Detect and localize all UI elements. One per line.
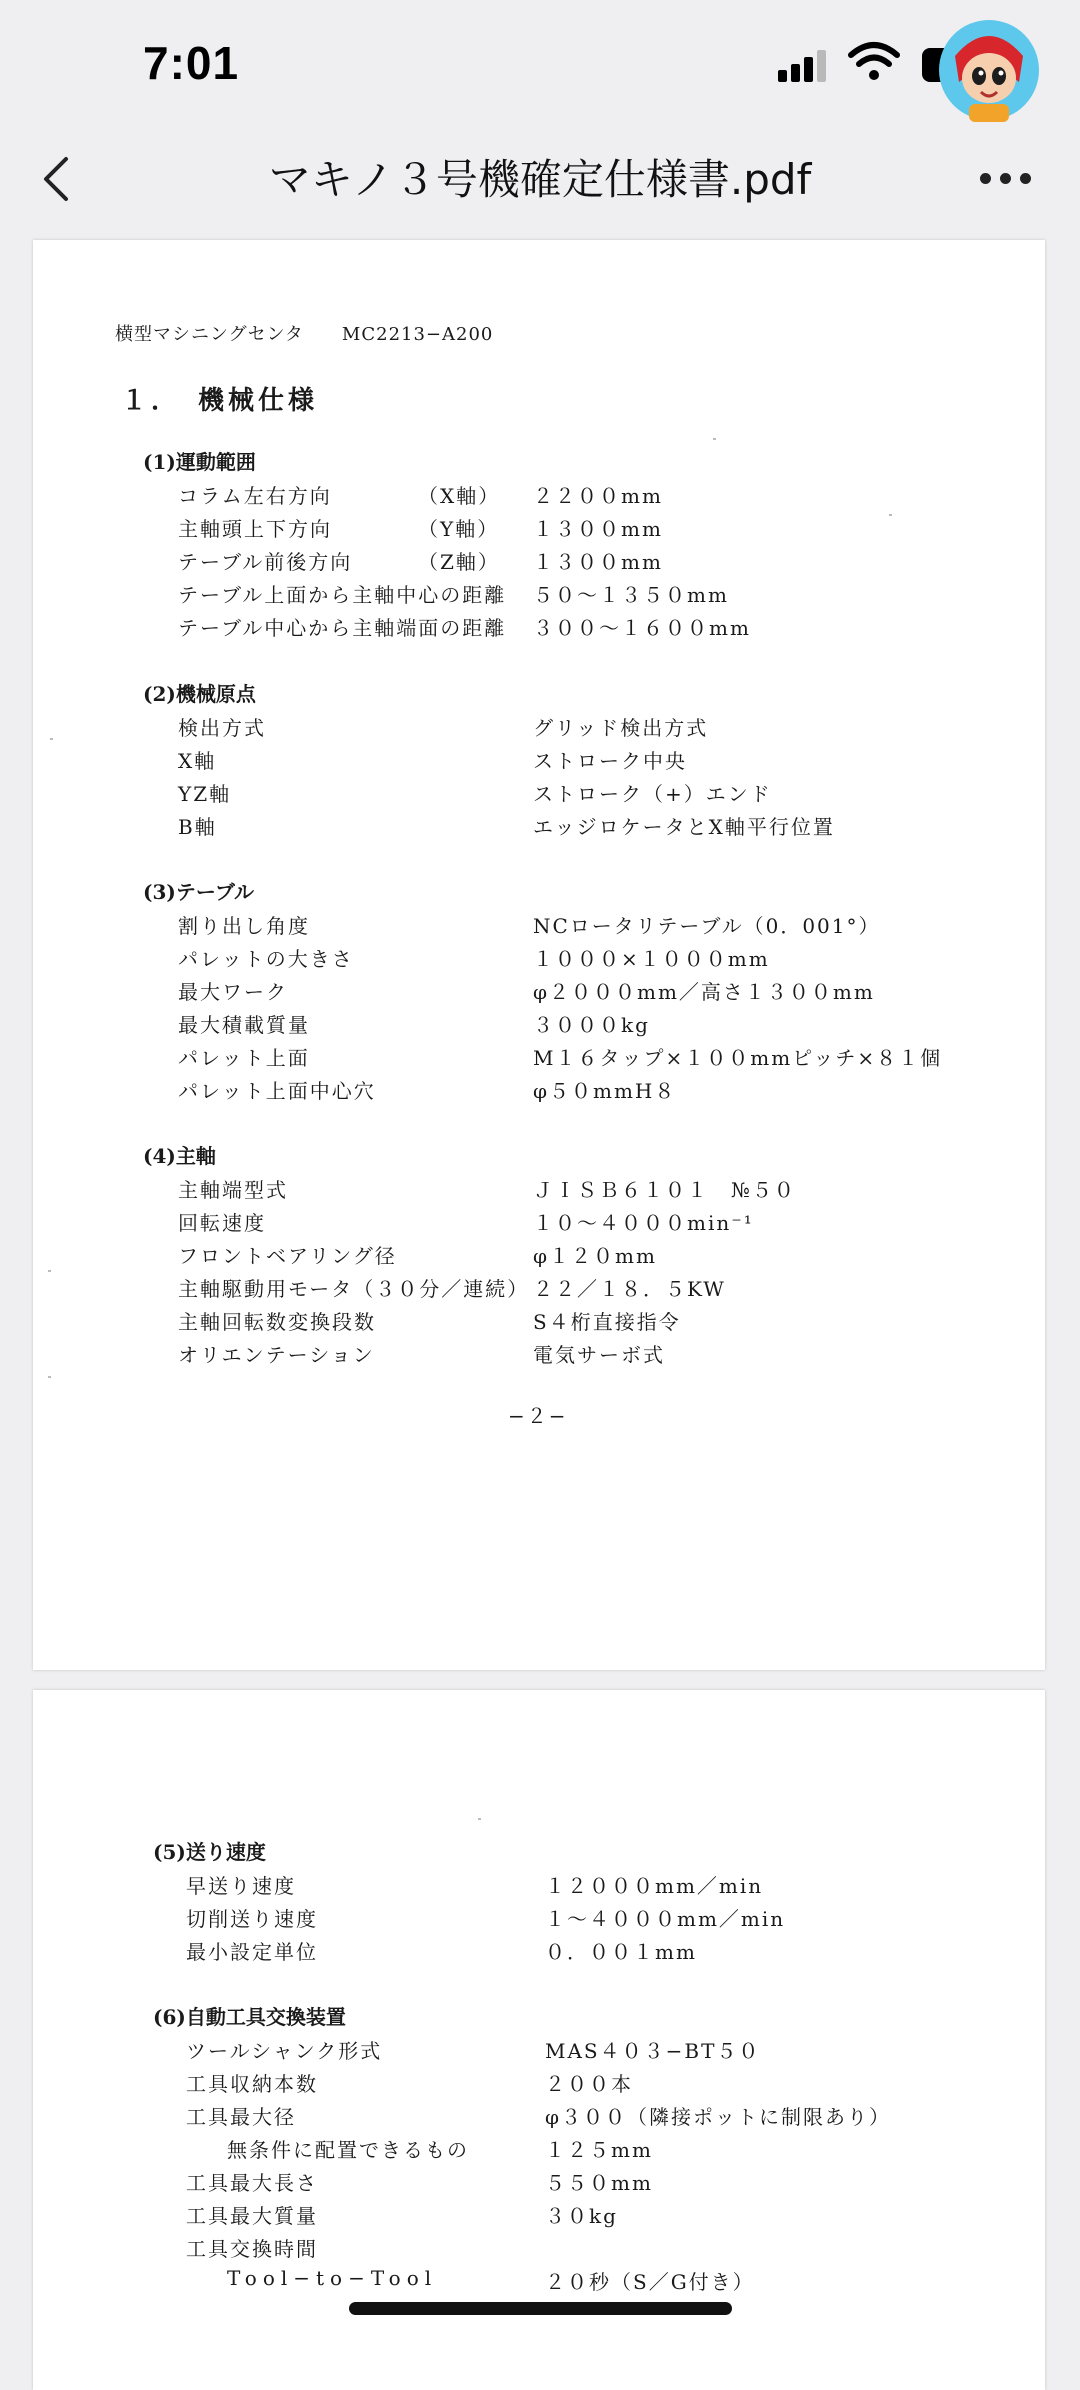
pdf-page-1 [33, 240, 1045, 1670]
spec-value: ５５０mm [545, 2171, 653, 2195]
spec-value: ３０kg [545, 2204, 618, 2228]
section-title: (1)運動範囲 [143, 450, 256, 474]
spec-value: １０〜４０００min⁻¹ [533, 1211, 754, 1235]
spec-value: ０．００１mm [545, 1940, 697, 1964]
home-indicator[interactable] [349, 2302, 732, 2315]
spec-value: ２００本 [545, 2072, 633, 2096]
section-title: (3)テーブル [143, 880, 255, 904]
spec-label: パレット上面中心穴 [178, 1079, 376, 1103]
spec-value: エッジロケータとX軸平行位置 [533, 815, 835, 839]
spec-label: B軸 [178, 815, 217, 839]
pdf-page-2 [33, 1690, 1045, 2390]
spec-label: 主軸回転数変換段数 [178, 1310, 376, 1334]
spec-label: テーブル前後方向 [178, 550, 353, 574]
spec-label: 割り出し角度 [178, 914, 310, 938]
spec-label: 早送り速度 [186, 1874, 296, 1898]
spec-label: 主軸頭上下方向 [178, 517, 332, 541]
document-title: マキノ３号機確定仕様書.pdf [268, 155, 812, 204]
section-title: (6)自動工具交換装置 [153, 2005, 346, 2029]
spec-value: ２２００mm [533, 484, 663, 508]
section-title: (5)送り速度 [153, 1840, 266, 1864]
spec-value: S４桁直接指令 [533, 1310, 681, 1334]
spec-value: １２５mm [545, 2138, 653, 2162]
spec-label: パレットの大きさ [178, 947, 354, 971]
spec-label: テーブル中心から主軸端面の距離 [178, 616, 507, 640]
section-title: (4)主軸 [143, 1144, 216, 1168]
spec-value: 電気サーボ式 [533, 1343, 665, 1367]
spec-label: 無条件に配置できるもの [227, 2138, 469, 2162]
spec-axis: （Z軸） [418, 550, 500, 574]
spec-value: グリッド検出方式 [533, 716, 709, 740]
spec-label: ツールシャンク形式 [186, 2039, 383, 2063]
spec-label: オリエンテーション [178, 1343, 375, 1367]
spec-label: 最大ワーク [178, 980, 288, 1004]
avatar-sticker[interactable] [937, 18, 1041, 122]
status-bar [0, 0, 1080, 135]
spec-value: １〜４０００mm／min [545, 1907, 786, 1931]
spec-label: 工具最大長さ [186, 2171, 318, 2195]
spec-label: 主軸端型式 [178, 1178, 288, 1202]
spec-axis: （X軸） [418, 484, 501, 508]
spec-label: 主軸駆動用モータ（３０分／連続） [178, 1277, 530, 1301]
spec-value: ＪＩＳＢ６１０１ №５０ [533, 1178, 796, 1202]
spec-label: 最小設定単位 [186, 1940, 318, 1964]
spec-value: M１６タップ×１００mmピッチ×８１個 [533, 1046, 943, 1070]
spec-value: ３０００kg [533, 1013, 650, 1037]
spec-value: φ５０mmH８ [533, 1079, 677, 1103]
spec-label: 検出方式 [178, 716, 266, 740]
spec-value: ストローク中央 [533, 749, 687, 773]
spec-label: YZ軸 [178, 782, 232, 806]
spec-label: 工具交換時間 [186, 2237, 318, 2261]
spec-label: テーブル上面から主軸中心の距離 [178, 583, 507, 607]
spec-value: ５０〜１３５０mm [533, 583, 729, 607]
cellular-signal-icon [778, 50, 828, 82]
section-heading: １． 機械仕様 [121, 386, 319, 416]
spec-value: φ３００（隣接ポットに制限あり） [545, 2105, 892, 2129]
spec-value: ストローク（+）エンド [533, 782, 772, 806]
spec-axis: （Y軸） [418, 517, 500, 541]
page-number: −２− [508, 1404, 568, 1428]
spec-value: φ１２０mm [533, 1244, 657, 1268]
section-title: (2)機械原点 [143, 682, 256, 706]
spec-value: φ２０００mm／高さ１３００mm [533, 980, 875, 1004]
spec-label: フロントベアリング径 [178, 1244, 397, 1268]
doc-header: 横型マシニングセンタ MC2213−A200 [115, 324, 494, 345]
spec-label: 回転速度 [178, 1211, 266, 1235]
spec-label: 工具最大質量 [186, 2204, 318, 2228]
spec-value: NCロータリテーブル（0．001°） [533, 914, 881, 938]
spec-label: 切削送り速度 [186, 1907, 318, 1931]
spec-value: １０００×１０００mm [533, 947, 770, 971]
spec-value: １３００mm [533, 517, 663, 541]
spec-value: １２０００mm／min [545, 1874, 764, 1898]
spec-label: X軸 [178, 749, 217, 773]
nav-bar [0, 135, 1080, 235]
spec-label: 工具収納本数 [186, 2072, 318, 2096]
spec-label: パレット上面 [178, 1046, 310, 1070]
spec-value: ３００〜１６００mm [533, 616, 751, 640]
spec-label: 工具最大径 [186, 2105, 296, 2129]
wifi-icon [848, 40, 900, 82]
spec-value: １３００mm [533, 550, 663, 574]
spec-value: ２０秒（S／G付き） [545, 2270, 755, 2294]
spec-label: Tool−to−Tool [227, 2266, 438, 2290]
status-time: 7:01 [143, 37, 240, 89]
more-options-icon[interactable] [980, 173, 1036, 189]
spec-value: MAS４０３−BT５０ [545, 2039, 761, 2063]
spec-label: 最大積載質量 [178, 1013, 310, 1037]
spec-label: コラム左右方向 [178, 484, 332, 508]
spec-value: ２２／１８．５KW [533, 1277, 726, 1301]
